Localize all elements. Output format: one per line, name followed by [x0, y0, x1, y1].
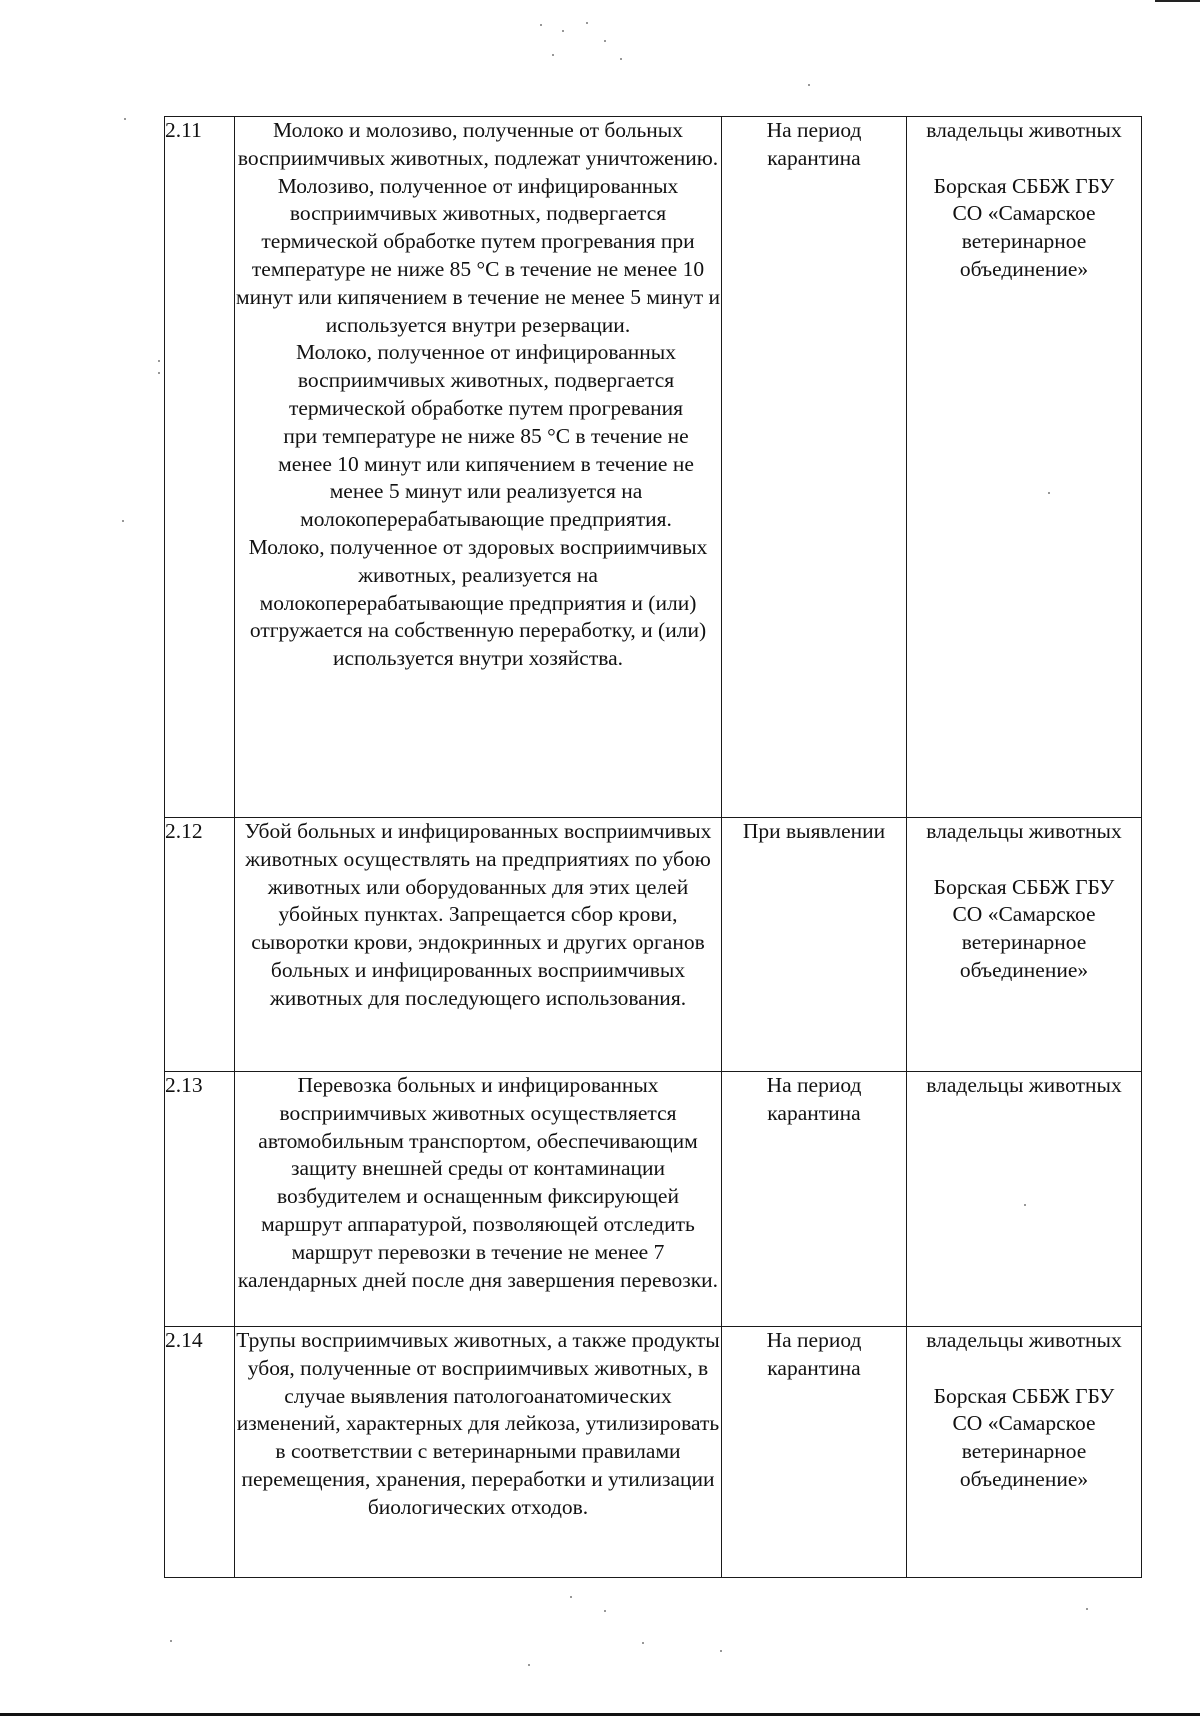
deadline: При выявлении — [722, 818, 907, 1072]
responsible — [907, 1327, 1142, 1578]
responsible — [907, 1072, 1142, 1327]
responsible-owner: владельцы животных — [926, 118, 1122, 142]
deadline: На период карантина — [722, 117, 907, 818]
measure-paragraph: Молоко и молозиво, полученные от больных восприимчивых животных, подлежат уничтожению. Молозиво, полученное от инфицированных восприимчивых животных, подвергается термической обработке путем прогревания при температуре не ниже 85 °С в течение не менее 10 минут или кипячением в течение не менее 5 минут и используется внутри резервации. — [235, 118, 720, 337]
item-number: 2.11 — [165, 117, 235, 818]
responsible-owner: владельцы животных — [926, 819, 1122, 843]
table-row — [165, 818, 1142, 1072]
spacer — [907, 846, 1141, 874]
measure-paragraph: Молоко, полученное от здоровых восприимчивых животных, реализуется на молокоперерабатывающие предприятия и (или) отгружается на собственную переработку, и (или) используется внутри хозяйства. — [248, 534, 708, 671]
responsible-agency: Борская СББЖ ГБУ СО «Самарское ветеринарное объединение» — [933, 874, 1115, 982]
table-row — [165, 1072, 1142, 1327]
table-row — [165, 117, 1142, 818]
scan-speck — [158, 372, 160, 374]
spacer — [907, 1355, 1141, 1383]
measure-description — [235, 1327, 722, 1578]
measure-paragraph: Молоко, полученное от инфицированных восприимчивых животных, подвергается термической обработке путем прогревания при температуре не ниже 85 °С в течение не менее 10 минут или кипячением в течение не менее 5 минут или реализуется на молокоперерабатывающие предприятия. — [278, 340, 694, 532]
scan-speck — [808, 84, 810, 86]
deadline: На период карантина — [722, 1327, 907, 1578]
deadline: На период карантина — [722, 1072, 907, 1327]
scan-speck — [124, 118, 126, 120]
measure-description — [235, 1072, 722, 1327]
scan-speck — [604, 1610, 606, 1612]
measure-paragraph: Перевозка больных и инфицированных восприимчивых животных осуществляется автомобильным транспортом, обеспечивающим защиту внешней среды от контаминации возбудителем и оснащенным фиксирующей маршрут аппаратурой, позволяющей отследить маршрут перевозки в течение не менее 7 календарных дней после дня завершения перевозки. — [237, 1073, 719, 1292]
scan-speck — [604, 40, 606, 42]
scan-speck — [540, 24, 542, 26]
scan-speck — [642, 1642, 644, 1644]
scan-speck — [1086, 1608, 1088, 1610]
measure-description — [235, 818, 722, 1072]
measure-description — [235, 117, 722, 818]
scan-speck — [528, 1664, 530, 1666]
item-number: 2.14 — [165, 1327, 235, 1578]
measures-table — [164, 116, 1142, 1578]
scan-speck — [552, 54, 554, 56]
scan-speck — [170, 1640, 172, 1642]
responsible-owner: владельцы животных — [926, 1328, 1122, 1352]
scan-speck — [1024, 1204, 1026, 1206]
scan-speck — [586, 22, 588, 24]
responsible-owner: владельцы животных — [926, 1073, 1122, 1097]
scan-speck — [570, 1596, 572, 1598]
table-row — [165, 1327, 1142, 1578]
responsible — [907, 117, 1142, 818]
scan-speck — [1048, 492, 1050, 494]
scan-speck — [620, 58, 622, 60]
item-number: 2.12 — [165, 818, 235, 1072]
responsible-agency: Борская СББЖ ГБУ СО «Самарское ветеринарное объединение» — [933, 1383, 1115, 1491]
scan-speck — [562, 30, 564, 32]
measure-paragraph: Убой больных и инфицированных восприимчивых животных осуществлять на предприятиях по убою животных или оборудованных для этих целей убойных пунктах. Запрещается сбор крови, сыворотки крови, эндокринных и других органов больных и инфицированных восприимчивых животных для последующего использования. — [244, 819, 712, 1010]
measure-paragraph: Трупы восприимчивых животных, а также продукты убоя, полученные от восприимчивых животных, в случае выявления патологоанатомических изменений, характерных для лейкоза, утилизировать в соответствии с ветеринарными правилами перемещения, хранения, переработки и утилизации биологических отходов. — [236, 1328, 720, 1519]
scan-speck — [720, 1650, 722, 1652]
scan-speck — [158, 360, 160, 362]
item-number: 2.13 — [165, 1072, 235, 1327]
scan-speck — [122, 520, 124, 522]
scan-edge-top — [1155, 0, 1200, 2]
responsible-agency: Борская СББЖ ГБУ СО «Самарское ветеринарное объединение» — [933, 173, 1115, 281]
spacer — [907, 145, 1141, 173]
responsible — [907, 818, 1142, 1072]
